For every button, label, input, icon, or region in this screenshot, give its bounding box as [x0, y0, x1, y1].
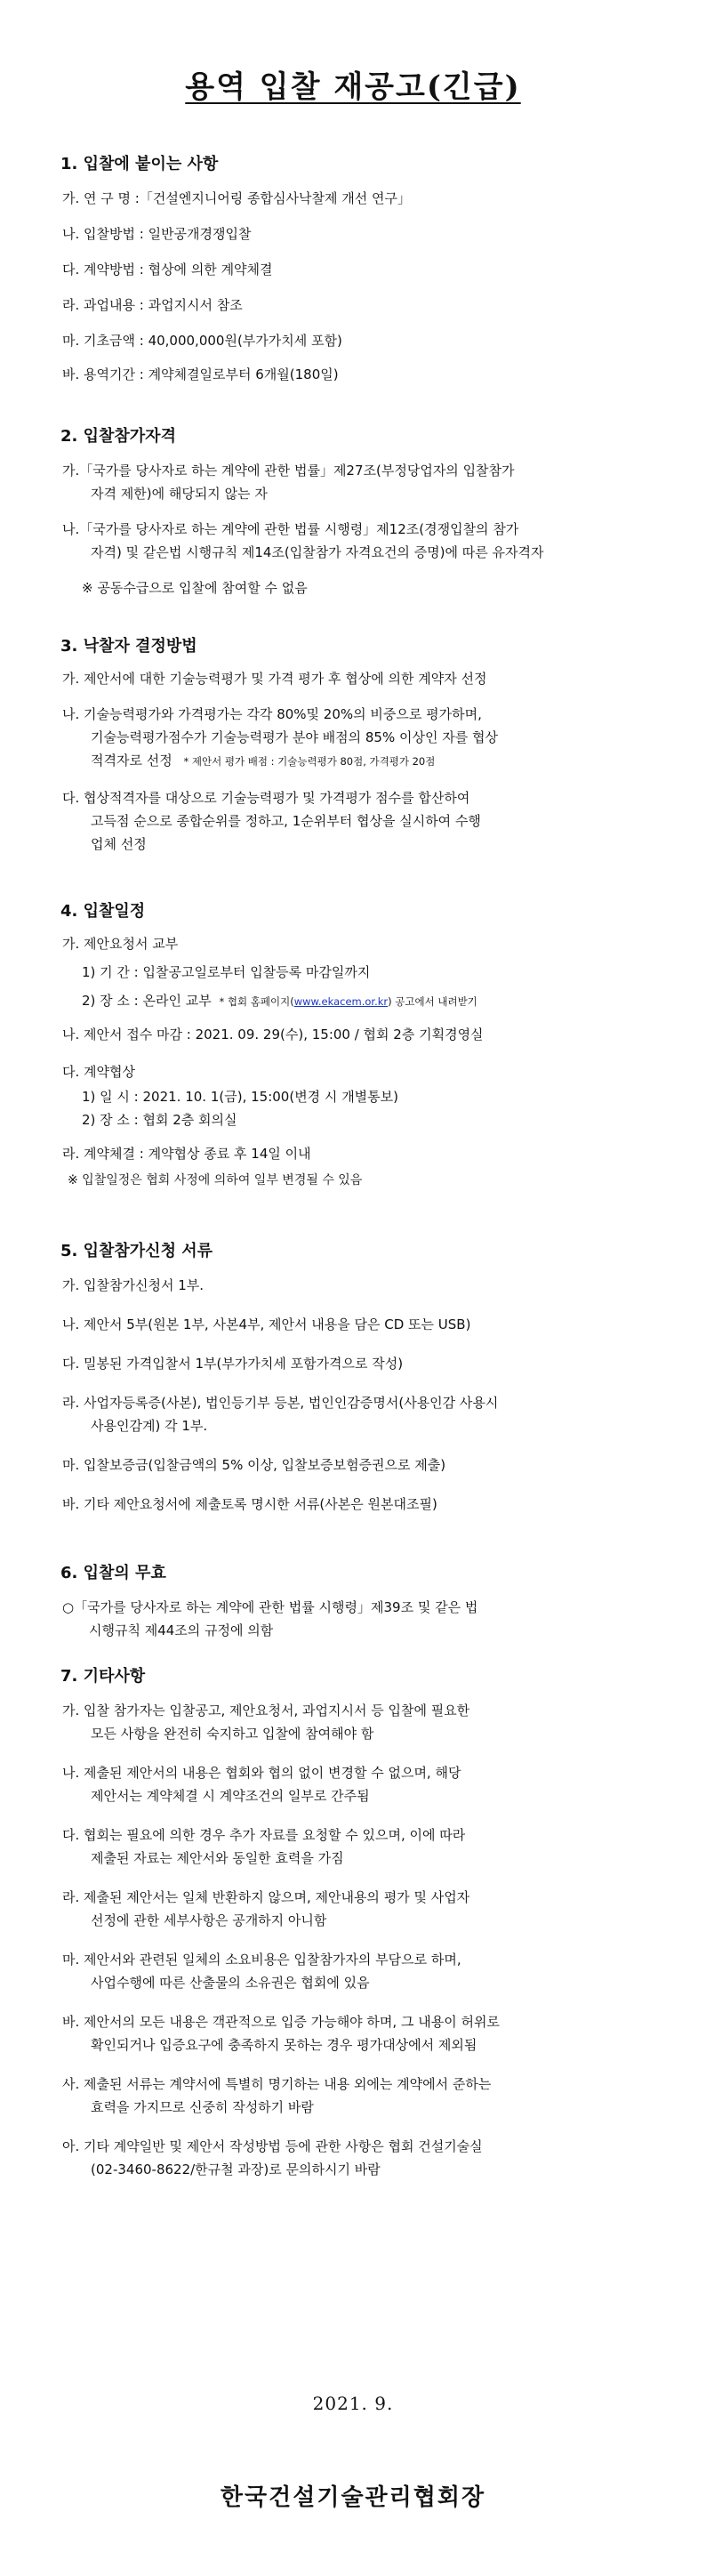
s7-item-b-line2: 제안서는 계약체결 시 계약조건의 일부로 간주됨: [91, 1788, 370, 1804]
s7-item-a-line1: 가. 입찰 참가자는 입찰공고, 제안요청서, 과업지시서 등 입찰에 필요한: [62, 1703, 470, 1719]
s7-item-c-line1: 다. 협회는 필요에 의한 경우 추가 자료를 요청할 수 있으며, 이에 따라: [62, 1827, 466, 1843]
s3-score-note: * 제안서 평가 배점 : 기술능력평가 80점, 가격평가 20점: [183, 755, 436, 768]
s3-item-b-line3-text: 적격자로 선정: [91, 753, 172, 769]
s2-item-b-line1: 나.「국가를 당사자로 하는 계약에 관한 법률 시행령」제12조(경쟁입찰의 참가: [62, 521, 519, 537]
page-title: 용역 입찰 재공고(긴급): [185, 69, 521, 105]
s2-item-b-line2: 자격) 및 같은법 시행규칙 제14조(입찰참가 자격요건의 증명)에 따른 유자격자: [91, 544, 544, 560]
section-2-heading: 2. 입찰참가자격: [60, 427, 176, 446]
s5-item-b: 나. 제안서 5부(원본 1부, 사본4부, 제안서 내용을 담은 CD 또는 USB): [62, 1316, 471, 1332]
s4-note: ※ 입찰일정은 협회 사정에 의하여 일부 변경될 수 있음: [68, 1173, 363, 1187]
s4-item-a2: [82, 991, 477, 1012]
issue-date: 2021. 9.: [312, 2393, 394, 2414]
s4-item-c2: 2) 장 소 : 협회 2층 회의실: [82, 1112, 237, 1128]
s5-item-c: 다. 밀봉된 가격입찰서 1부(부가가치세 포함가격으로 작성): [62, 1356, 404, 1372]
s3-item-b-line2: 기술능력평가점수가 기술능력평가 분야 배점의 85% 이상인 자를 협상: [91, 729, 498, 745]
s5-item-a: 가. 입찰참가신청서 1부.: [62, 1277, 205, 1293]
s7-item-a-line2: 모든 사항을 완전히 숙지하고 입찰에 참여해야 함: [91, 1726, 374, 1742]
s4-item-d: 라. 계약체결 : 계약협상 종료 후 14일 이내: [62, 1146, 311, 1162]
s1-item-base-amount: 마. 기초금액 : 40,000,000원(부가가치세 포함): [62, 333, 342, 349]
s1-item-project: 가. 연 구 명 :「건설엔지니어링 종합심사낙찰제 개선 연구」: [62, 190, 411, 206]
s1-item-period: 바. 용역기간 : 계약체결일로부터 6개월(180일): [62, 366, 339, 382]
section-5-heading: 5. 입찰참가신청 서류: [60, 1242, 213, 1260]
s7-item-b-line1: 나. 제출된 제안서의 내용은 협회와 협의 없이 변경할 수 없으며, 해당: [62, 1765, 461, 1781]
s7-item-f-line2: 확인되거나 입증요구에 충족하지 못하는 경우 평가대상에서 제외됨: [91, 2037, 477, 2053]
s3-item-b-line1: 나. 기술능력평가와 가격평가는 각각 80%및 20%의 비중으로 평가하며,: [62, 706, 482, 722]
s7-item-h-line2: (02-3460-8622/한규철 과장)로 문의하시기 바람: [91, 2161, 381, 2178]
s1-item-scope: 라. 과업내용 : 과업지시서 참조: [62, 297, 243, 313]
s1-item-method: 나. 입찰방법 : 일반공개경쟁입찰: [62, 226, 252, 242]
homepage-link[interactable]: www.ekacem.or.kr: [293, 995, 389, 1008]
s7-item-h-line1: 아. 기타 계약일반 및 제안서 작성방법 등에 관한 사항은 협회 건설기술실: [62, 2138, 483, 2154]
s3-item-c-line1: 다. 협상적격자를 대상으로 기술능력평가 및 가격평가 점수를 합산하여: [62, 790, 470, 806]
s7-item-g-line2: 효력을 가지므로 신중히 작성하기 바람: [91, 2099, 314, 2115]
s4-item-c: 다. 계약협상: [62, 1064, 135, 1080]
s3-item-b-line3: [91, 751, 435, 772]
s3-item-a: 가. 제안서에 대한 기술능력평가 및 가격 평가 후 협상에 의한 계약자 선정: [62, 671, 487, 687]
s7-item-d-line1: 라. 제출된 제안서는 일체 반환하지 않으며, 제안내용의 평가 및 사업자: [62, 1889, 470, 1905]
s7-item-c-line2: 제출된 자료는 제안서와 동일한 효력을 가짐: [91, 1850, 344, 1866]
s5-item-e: 마. 입찰보증금(입찰금액의 5% 이상, 입찰보증보험증권으로 제출): [62, 1457, 446, 1473]
section-1-heading: 1. 입찰에 붙이는 사항: [60, 155, 219, 173]
s2-item-a-line2: 자격 제한)에 해당되지 않는 자: [91, 486, 268, 502]
s3-item-c-line2: 고득점 순으로 종합순위를 정하고, 1순위부터 협상을 실시하여 수행: [91, 813, 481, 829]
s7-item-g-line1: 사. 제출된 서류는 계약서에 특별히 명기하는 내용 외에는 계약에서 준하는: [62, 2076, 492, 2092]
s5-item-d-line1: 라. 사업자등록증(사본), 법인등기부 등본, 법인인감증명서(사용인감 사용시: [62, 1395, 499, 1411]
s7-item-f-line1: 바. 제안서의 모든 내용은 객관적으로 입증 가능해야 하며, 그 내용이 허위로: [62, 2014, 500, 2030]
s4-item-a1: 1) 기 간 : 입찰공고일로부터 입찰등록 마감일까지: [82, 964, 371, 980]
s5-item-d-line2: 사용인감계) 각 1부.: [91, 1418, 208, 1434]
s4-download-note: * 협회 홈페이지(www.ekacem.or.kr) 공고에서 내려받기: [219, 995, 477, 1008]
s4-item-b: 나. 제안서 접수 마감 : 2021. 09. 29(수), 15:00 / 협회 2층 기획경영실: [62, 1026, 484, 1042]
section-6-heading: 6. 입찰의 무효: [60, 1564, 166, 1582]
section-4-heading: 4. 입찰일정: [60, 902, 146, 921]
s4-item-a: 가. 제안요청서 교부: [62, 936, 179, 952]
s4-item-a2-text: 2) 장 소 : 온라인 교부: [82, 993, 212, 1009]
section-7-heading: 7. 기타사항: [60, 1667, 146, 1686]
s5-item-f: 바. 기타 제안요청서에 제출토록 명시한 서류(사본은 원본대조필): [62, 1496, 437, 1512]
s7-item-e-line1: 마. 제안서와 관련된 일체의 소요비용은 입찰참가자의 부담으로 하며,: [62, 1952, 461, 1968]
section-3-heading: 3. 낙찰자 결정방법: [60, 637, 197, 656]
s6-item-line2: 시행규칙 제44조의 규정에 의함: [89, 1622, 274, 1638]
s7-item-d-line2: 선정에 관한 세부사항은 공개하지 아니함: [91, 1912, 327, 1928]
s2-note: ※ 공동수급으로 입찰에 참여할 수 없음: [82, 580, 308, 596]
issuer-name: 한국건설기술관리협회장: [220, 2484, 486, 2511]
s6-item-line1: ○「국가를 당사자로 하는 계약에 관한 법률 시행령」제39조 및 같은 법: [62, 1599, 478, 1615]
s2-item-a-line1: 가.「국가를 당사자로 하는 계약에 관한 법률」제27조(부정당업자의 입찰참가: [62, 463, 515, 479]
s3-item-c-line3: 업체 선정: [91, 836, 147, 852]
s1-item-contract: 다. 계약방법 : 협상에 의한 계약체결: [62, 262, 273, 278]
s4-item-c1: 1) 일 시 : 2021. 10. 1(금), 15:00(변경 시 개별통보): [82, 1089, 399, 1105]
s7-item-e-line2: 사업수행에 따른 산출물의 소유권은 협회에 있음: [91, 1975, 370, 1991]
